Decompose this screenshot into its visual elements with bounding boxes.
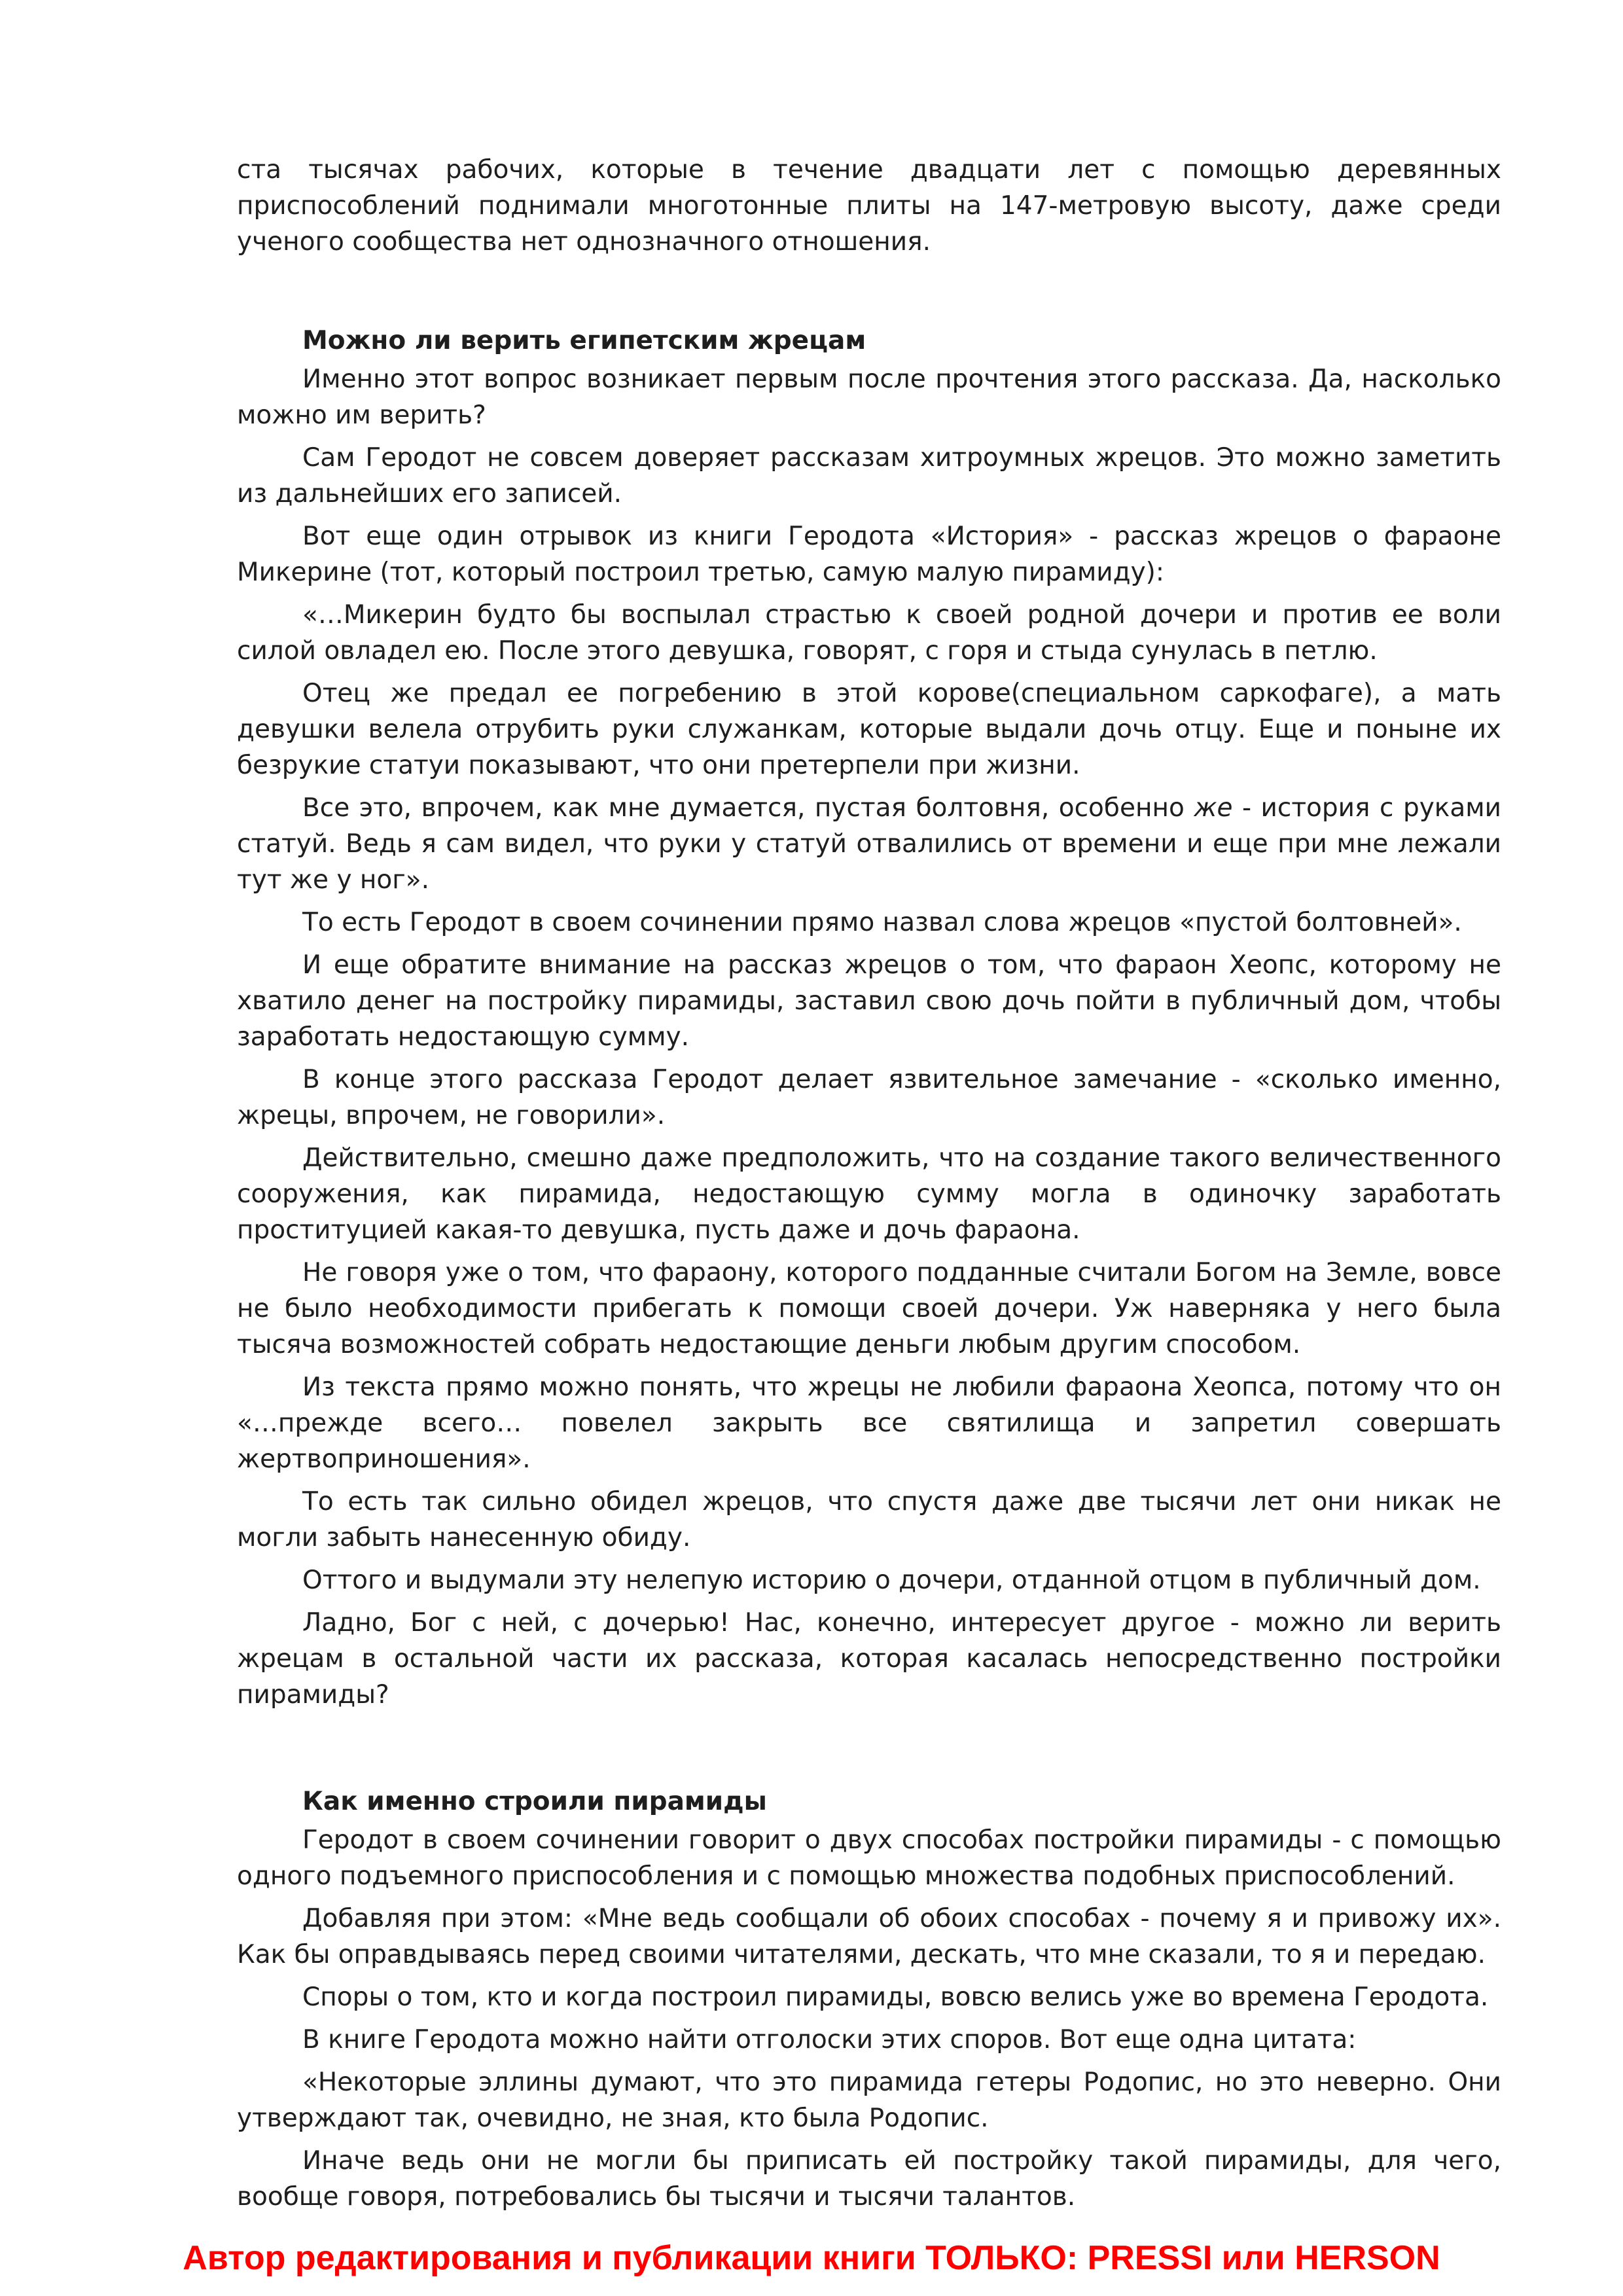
paragraph: Споры о том, кто и когда построил пирамиды, вовсю велись уже во времена Геродота. — [302, 1982, 1489, 2012]
text-span: - история с руками статуй. Ведь я сам видел, что руки у статуй отвалились от времени и еще при мне лежали тут же у ног». — [237, 793, 1501, 895]
paragraph: В книге Геродота можно найти отголоски этих споров. Вот еще одна цитата: — [302, 2025, 1357, 2054]
paragraph: Не говоря уже о том, что фараону, которого подданные считали Богом на Земле, вовсе не было необходимости прибегать к помощи своей дочери. Уж наверняка у него была тысяча возможностей собрать недостающие деньги любым другим способом. — [237, 1258, 1501, 1359]
paragraph: То есть Геродот в своем сочинении прямо назвал слова жрецов «пустой болтовней». — [302, 908, 1462, 937]
section-heading-priests: Можно ли верить египетским жрецам — [302, 326, 866, 355]
paragraph: Именно этот вопрос возникает первым после прочтения этого рассказа. Да, насколько можно им верить? — [237, 365, 1501, 430]
quote-paragraph: Отец же предал ее погребению в этой корове(специальном саркофаге), а мать девушки велела отрубить руки служанкам, которые выдали дочь отцу. Еще и поныне их безрукие статуи показывают, что они претерпели при жизни. — [237, 679, 1501, 780]
quote-paragraph: «Некоторые эллины думают, что это пирамида гетеры Родопис, но это неверно. Они утверждают так, очевидно, не зная, кто была Родопис. — [237, 2068, 1501, 2133]
paragraph: Вот еще один отрывок из книги Геродота «История» - рассказ жрецов о фараоне Микерине (тот, который построил третью, самую малую пирамиду): — [237, 522, 1501, 587]
paragraph: В конце этого рассказа Геродот делает язвительное замечание - «сколько именно, жрецы, впрочем, не говорили». — [237, 1065, 1501, 1130]
footer-notice: Автор редактирования и публикации книги ТОЛЬКО: PRESSI или HERSON — [183, 2239, 1440, 2277]
text-span: Все это, впрочем, как мне думается, пустая болтовня, особенно — [302, 793, 1194, 823]
paragraph: Оттого и выдумали эту нелепую историю о дочери, отданной отцом в публичный дом. — [302, 1566, 1481, 1595]
paragraph: И еще обратите внимание на рассказ жрецов о том, что фараон Хеопс, которому не хватило денег на постройку пирамиды, заставил свою дочь пойти в публичный дом, чтобы заработать недостающую сумму. — [237, 950, 1501, 1052]
paragraph: Из текста прямо можно понять, что жрецы не любили фараона Хеопса, потому что он «…прежде всего… повелел закрыть все святилища и запретил совершать жертвоприношения». — [237, 1372, 1501, 1474]
page-body — [237, 152, 1501, 2221]
paragraph: Действительно, смешно даже предположить, что на создание такого величественного сооружения, как пирамида, недостающую сумму могла в одиночку заработать проституцией какая-то девушка, пусть даже и дочь фараона. — [237, 1143, 1501, 1245]
quote-paragraph — [237, 790, 1501, 898]
section-heading-pyramids: Как именно строили пирамиды — [302, 1787, 767, 1816]
paragraph: То есть так сильно обидел жрецов, что спустя даже две тысячи лет они никак не могли забыть нанесенную обиду. — [237, 1487, 1501, 1552]
paragraph: Сам Геродот не совсем доверяет рассказам хитроумных жрецов. Это можно заметить из дальнейших его записей. — [237, 443, 1501, 509]
intro-paragraph: ста тысячах рабочих, которые в течение двадцати лет с помощью деревянных приспособлений поднимали многотонные плиты на 147-метровую высоту, даже среди ученого сообщества нет однозначного отношения. — [237, 155, 1501, 257]
paragraph: Добавляя при этом: «Мне ведь сообщали об обоих способах - почему я и привожу их». Как бы оправдываясь перед своими читателями, дескать, что мне сказали, то я и передаю. — [237, 1904, 1501, 1969]
quote-paragraph: «…Микерин будто бы воспылал страстью к своей родной дочери и против ее воли силой овладел ею. После этого девушка, говорят, с горя и стыда сунулась в петлю. — [237, 600, 1501, 666]
quote-paragraph: Иначе ведь они не могли бы приписать ей постройку такой пирамиды, для чего, вообще говоря, потребовались бы тысячи и тысячи талантов. — [237, 2146, 1501, 2212]
paragraph: Геродот в своем сочинении говорит о двух способах постройки пирамиды - с помощью одного подъемного приспособления и с помощью множества подобных приспособлений. — [237, 1825, 1501, 1891]
paragraph: Ладно, Бог с ней, с дочерью! Нас, конечно, интересует другое - можно ли верить жрецам в остальной части их рассказа, которая касалась непосредственно постройки пирамиды? — [237, 1608, 1501, 1710]
italic-word: же — [1194, 793, 1233, 823]
